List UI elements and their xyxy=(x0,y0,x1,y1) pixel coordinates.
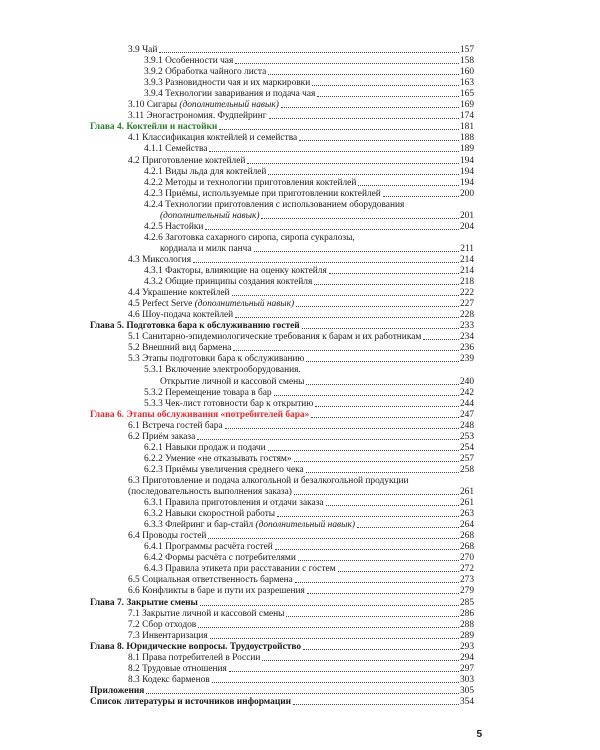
toc-entry-title: 5.1 Санитарно-эпидемиологические требования к барам и их работникам xyxy=(128,332,422,343)
toc-entry-title: Открытие личной и кассовой смены xyxy=(160,376,305,387)
toc-entry-title: 6.6 Конфликты в баре и пути их разрешения xyxy=(128,586,305,597)
toc-entry-title: 6.4.3 Правила этикета при расставании с гостем xyxy=(144,564,336,575)
dot-leader xyxy=(200,605,459,606)
toc-entry-title: 5.3 Этапы подготовки бара к обслуживанию xyxy=(128,354,305,365)
dot-leader xyxy=(293,704,459,705)
toc-entry-page: 218 xyxy=(459,277,474,288)
page-number: 5 xyxy=(476,729,482,740)
toc-entry-page: 242 xyxy=(459,387,474,398)
toc-entry-page: 258 xyxy=(459,464,474,475)
toc-entry-title: Глава 5. Подготовка бара к обслуживанию гостей xyxy=(90,321,300,332)
toc-entry-title: Список литературы и источников информации xyxy=(90,696,292,707)
toc-entry-page: 194 xyxy=(459,166,474,177)
dot-leader xyxy=(326,505,459,506)
toc-entry-page: 234 xyxy=(459,332,474,343)
toc-entry-title: 3.10 Сигары (дополнительный навык) xyxy=(128,100,279,111)
toc-entry-title: 5.3.3 Чек-лист готовности бар к открытию xyxy=(144,398,314,409)
toc-entry-title: 7.1 Закрытие личной и кассовой смены xyxy=(128,608,285,619)
toc-entry-page: 257 xyxy=(459,453,474,464)
dot-leader xyxy=(298,560,459,561)
toc-entry-page: 214 xyxy=(459,254,474,265)
dot-leader xyxy=(198,627,459,628)
toc-entry-title: Глава 8. Юридические вопросы. Трудоустройство xyxy=(90,641,302,652)
toc-entry-page: 294 xyxy=(459,652,474,663)
dot-leader xyxy=(286,616,458,617)
dot-leader xyxy=(317,96,459,97)
toc-entry-title: Глава 7. Закрытие смены xyxy=(90,597,198,608)
toc-entry-title: 3.9.3 Разновидности чая и их маркировки xyxy=(144,78,311,89)
dot-leader xyxy=(295,582,459,583)
toc-entry-title: 3.9.1 Особенности чая xyxy=(144,56,234,67)
dot-leader xyxy=(306,361,459,362)
dot-leader xyxy=(423,339,459,340)
dot-leader xyxy=(315,406,459,407)
toc-entry-title: 8.2 Трудовые отношения xyxy=(128,663,227,674)
toc-entry-title: 6.3.3 Флейринг и бар-стайл (дополнительный навык) xyxy=(144,520,355,531)
dot-leader xyxy=(209,151,458,152)
toc-entry-page: 293 xyxy=(459,641,474,652)
toc-entry-title: 7.2 Сбор отходов xyxy=(128,619,197,630)
toc-entry-page: 270 xyxy=(459,553,474,564)
toc-entry-title: 6.3.2 Навыки скоростной работы xyxy=(144,509,276,520)
dot-leader xyxy=(338,571,459,572)
toc-entry-page: 240 xyxy=(459,376,474,387)
dot-leader xyxy=(208,538,459,539)
toc-entry-title: 6.3.1 Правила приготовления и отдачи заказа xyxy=(144,498,324,509)
toc-entry-note: (дополнительный навык) xyxy=(194,299,295,310)
toc-entry-title: 4.6 Шоу-подача коктейлей xyxy=(128,310,234,321)
toc-entry-title: 6.3 Приготовление и подача алкогольной и безалкогольной продукции xyxy=(128,475,409,486)
toc-entry-page: 189 xyxy=(459,144,474,155)
dot-leader xyxy=(235,317,459,318)
toc-entry-title: Приложения xyxy=(90,685,145,696)
toc-entry-title: 5.3.1 Включение электрооборудования. xyxy=(144,365,301,376)
toc-chapter-entry xyxy=(90,696,474,708)
toc-entry-title: Глава 4. Коктейли и настойки xyxy=(90,122,218,133)
toc-entry-page: 222 xyxy=(459,288,474,299)
dot-leader xyxy=(312,85,459,86)
toc-entry-page: 305 xyxy=(459,685,474,696)
toc-entry-title: 6.5 Социальная ответственность бармена xyxy=(128,575,293,586)
toc-entry-title: 4.2.4 Технологии приготовления с использованием оборудования xyxy=(144,199,405,210)
toc-entry-page: 263 xyxy=(459,509,474,520)
toc-entry-page: 204 xyxy=(459,221,474,232)
toc-entry-title: 4.2.2 Методы и технологии приготовления коктейлей xyxy=(144,177,357,188)
toc-entry-page: 194 xyxy=(459,177,474,188)
dot-leader xyxy=(281,107,459,108)
toc-entry-page: 174 xyxy=(459,111,474,122)
toc-entry-title: 6.4.1 Программы расчёта гостей xyxy=(144,542,273,553)
dot-leader xyxy=(197,439,459,440)
toc-entry-title: (последовательность выполнения заказа) xyxy=(128,487,292,497)
toc-entry-title: 4.4 Украшение коктейлей xyxy=(128,288,230,299)
dot-leader xyxy=(235,63,459,64)
dot-leader xyxy=(357,527,459,528)
toc-entry-page: 214 xyxy=(459,266,474,276)
toc-entry-page: 236 xyxy=(459,343,474,354)
toc-entry-page: 163 xyxy=(459,78,474,89)
toc-entry-title: 6.2.3 Приёмы увеличения среднего чека xyxy=(144,464,304,475)
toc-entry-title: 4.2.3 Приёмы, используемые при приготовлении коктейлей xyxy=(144,188,381,199)
toc-entry-title: 3.9.2 Обработка чайного листа xyxy=(144,67,267,78)
toc-entry-page: 247 xyxy=(459,409,474,420)
toc-entry-page: 239 xyxy=(459,354,474,365)
dot-leader xyxy=(205,229,459,230)
dot-leader xyxy=(306,472,459,473)
toc-entry-page: 227 xyxy=(459,299,474,310)
toc-entry-title: 6.2.1 Навыки продаж и подачи xyxy=(144,442,266,453)
toc-entry-page: 354 xyxy=(459,696,474,707)
dot-leader xyxy=(159,52,459,53)
dot-leader xyxy=(306,384,459,385)
toc-entry-page: 253 xyxy=(459,431,474,442)
toc-entry-page: 297 xyxy=(459,663,474,674)
dot-leader xyxy=(296,306,459,307)
toc-entry-page: 188 xyxy=(459,133,474,144)
toc-entry-title: Глава 6. Этапы обслуживания «потребителей бара» xyxy=(90,409,310,420)
dot-leader xyxy=(303,649,459,650)
dot-leader xyxy=(146,693,459,694)
toc-entry-title: 3.9.4 Технологии заваривания и подача чая xyxy=(144,89,316,100)
dot-leader xyxy=(311,417,459,418)
toc-entry-page: 211 xyxy=(460,243,474,254)
dot-leader xyxy=(358,185,459,186)
toc-entry-page: 158 xyxy=(459,56,474,67)
toc-entry-title: 6.2.2 Умение «не отказывать гостям» xyxy=(144,453,292,464)
toc-entry-title: 8.3 Кодекс барменов xyxy=(128,674,210,685)
dot-leader xyxy=(262,660,459,661)
toc-entry-page: 289 xyxy=(459,630,474,641)
toc-entry-title: 6.1 Встреча гостей бара xyxy=(128,420,223,431)
toc-entry-title: 6.4 Проводы гостей xyxy=(128,531,207,542)
toc-entry-page: 200 xyxy=(459,188,474,199)
toc-entry-note: (дополнительный навык) xyxy=(255,520,355,531)
dot-leader xyxy=(233,350,459,351)
toc-entry-title: 4.5 Perfect Serve (дополнительный навык) xyxy=(128,299,295,310)
dot-leader xyxy=(247,163,459,164)
toc-entry-page: 261 xyxy=(459,498,474,509)
toc-entry-page: 286 xyxy=(459,608,474,619)
toc-entry-title: 4.1.1 Семейства xyxy=(144,144,208,155)
toc-entry-title: 7.3 Инвентаризация xyxy=(128,630,208,641)
dot-leader xyxy=(261,218,458,219)
toc-entry-page: 194 xyxy=(459,155,474,166)
dot-leader xyxy=(329,273,459,274)
toc-entry-title: 4.3.1 Факторы, влияющие на оценку коктейля xyxy=(144,266,327,276)
dot-leader xyxy=(307,593,459,594)
toc-entry-page: 165 xyxy=(459,89,474,100)
toc-entry-page: 272 xyxy=(459,564,474,575)
toc-entry-title: 4.2.6 Заготовка сахарного сиропа, сиропа сукралозы, xyxy=(144,232,355,243)
dot-leader xyxy=(314,284,459,285)
dot-leader xyxy=(302,328,459,329)
dot-leader xyxy=(277,516,459,517)
toc-entry-page: 160 xyxy=(459,67,474,78)
toc-entry-page: 285 xyxy=(459,597,474,608)
toc-entry-page: 279 xyxy=(459,586,474,597)
toc-entry-title: 4.2.5 Настойки xyxy=(144,221,204,232)
dot-leader xyxy=(225,428,459,429)
dot-leader xyxy=(269,118,459,119)
toc-entry-page: 264 xyxy=(459,520,474,531)
toc-entry-page: 288 xyxy=(459,619,474,630)
dot-leader xyxy=(294,461,459,462)
dot-leader xyxy=(268,450,459,451)
toc-entry-page: 248 xyxy=(459,420,474,431)
toc-entry-page: 169 xyxy=(459,100,474,111)
toc-entry-title: 4.3 Миксология xyxy=(128,254,192,265)
toc-entry-title: 3.9 Чай xyxy=(128,45,158,55)
toc-entry-page: 228 xyxy=(459,310,474,321)
toc-entry-page: 261 xyxy=(459,487,474,497)
toc-entry-title: кордиала и милк панча xyxy=(160,243,252,254)
toc-entry-page: 201 xyxy=(459,210,474,221)
toc-entry-title: 5.2 Внешний вид бармена xyxy=(128,343,232,354)
toc-entry-page: 181 xyxy=(459,122,474,133)
toc-entry-title: 8.1 Права потребителей в России xyxy=(128,652,261,663)
dot-leader xyxy=(274,395,459,396)
toc-entry-title: 6.4.2 Формы расчёта с потребителями xyxy=(144,553,296,564)
toc-entry-page: 254 xyxy=(459,442,474,453)
dot-leader xyxy=(219,129,459,130)
dot-leader xyxy=(210,638,459,639)
toc-entry-page: 303 xyxy=(459,674,474,685)
toc-entry-title: 6.2 Приём заказа xyxy=(128,431,196,442)
toc-entry-page: 244 xyxy=(459,398,474,409)
dot-leader xyxy=(268,74,459,75)
dot-leader xyxy=(212,682,459,683)
dot-leader xyxy=(294,494,459,495)
toc-entry-title: 4.2.1 Виды льда для коктейлей xyxy=(144,166,267,177)
dot-leader xyxy=(193,262,459,263)
toc-entry-page: 268 xyxy=(459,542,474,553)
toc-entry-page: 268 xyxy=(459,531,474,542)
dot-leader xyxy=(299,140,459,141)
toc-entry-note: (дополнительный навык) xyxy=(160,210,260,221)
toc-entry-page: 273 xyxy=(459,575,474,586)
dot-leader xyxy=(229,671,459,672)
dot-leader xyxy=(275,549,459,550)
toc-entry-title: 5.3.2 Перемещение товара в бар xyxy=(144,387,272,398)
toc-entry-note: (дополнительный навык) xyxy=(179,100,279,111)
dot-leader xyxy=(268,174,459,175)
toc-entry-title: 4.2 Приготовление коктейлей xyxy=(128,155,246,166)
toc-entry-title: 4.1 Классификация коктейлей и семейства xyxy=(128,133,298,144)
toc-entry-title: 4.3.2 Общие принципы создания коктейля xyxy=(144,277,313,288)
dot-leader xyxy=(232,295,459,296)
toc-entry-page: 233 xyxy=(459,321,474,332)
dot-leader xyxy=(383,196,459,197)
dot-leader xyxy=(254,251,460,252)
toc-entry-page: 157 xyxy=(459,45,474,55)
toc-entry-title: 3.11 Эногастрономия. Фудпейринг xyxy=(128,111,267,122)
